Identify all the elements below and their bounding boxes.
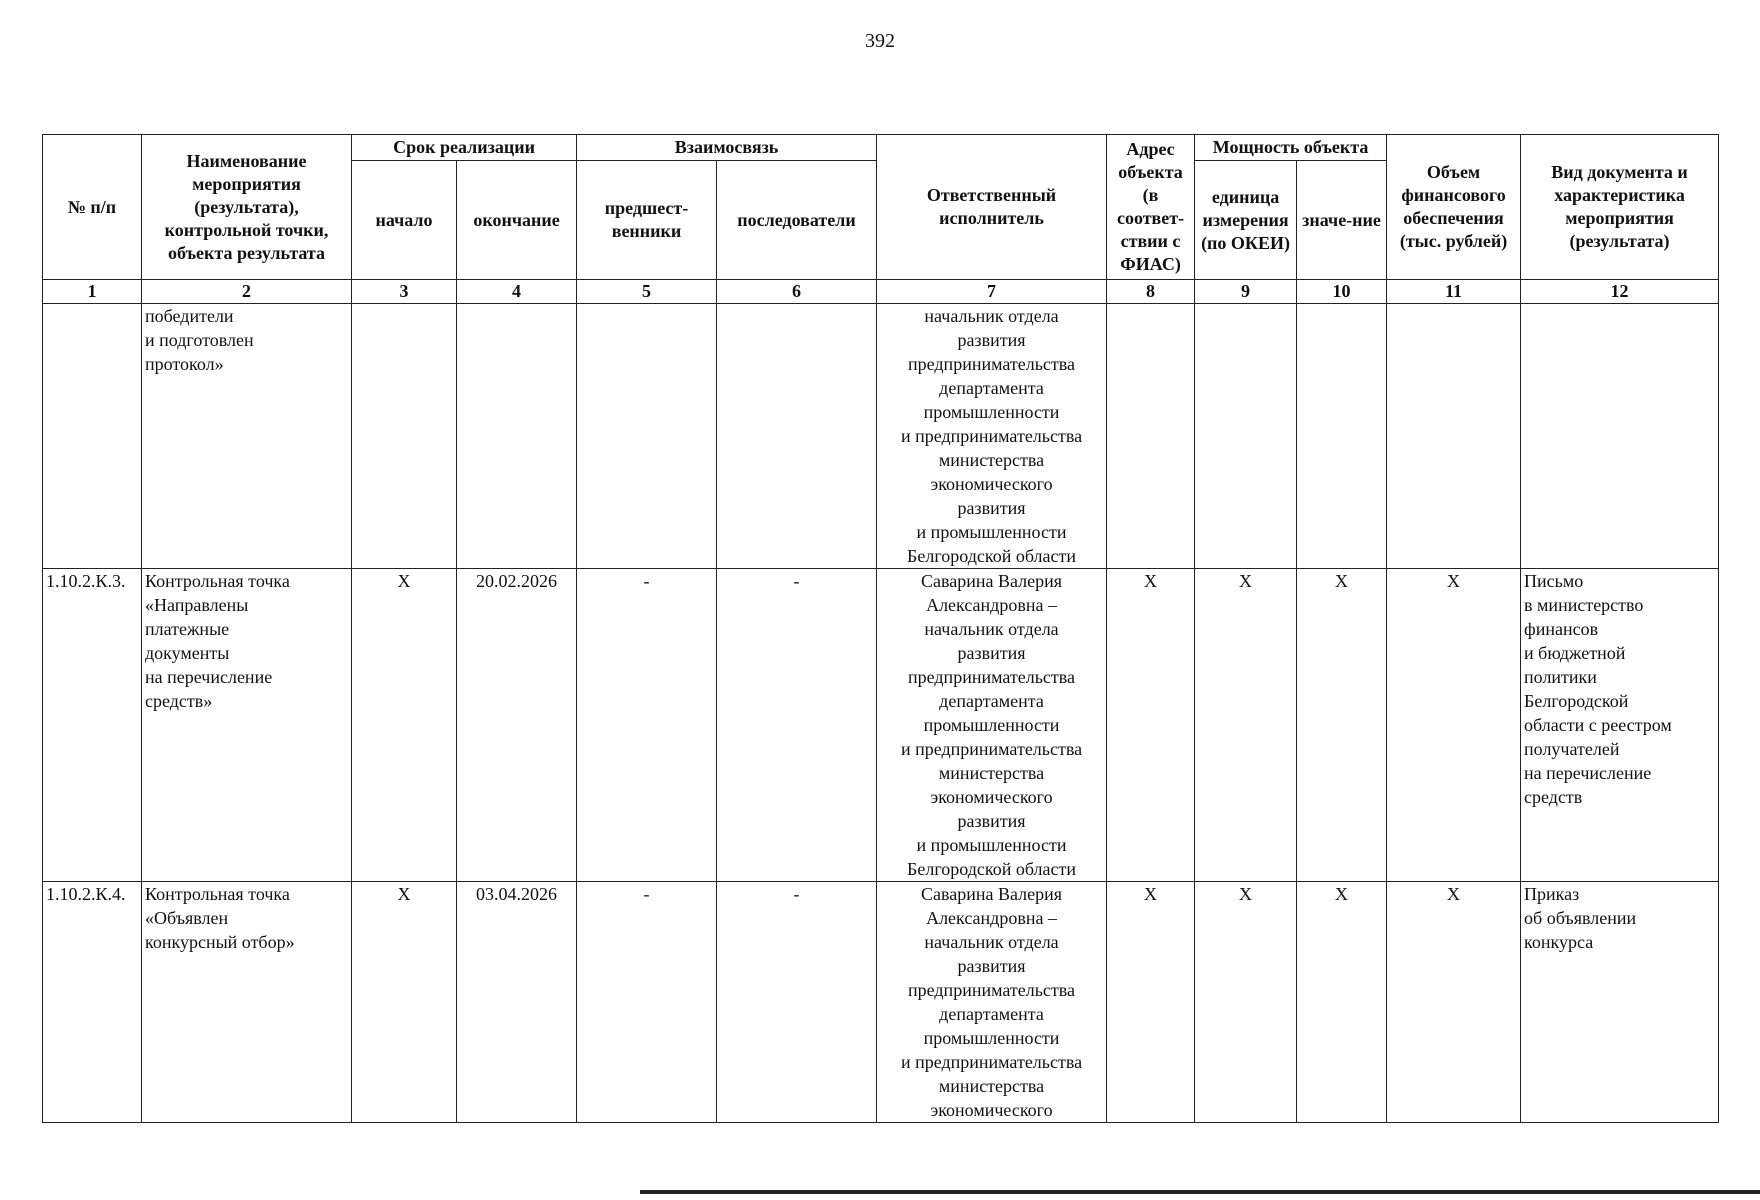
row-value-cell: Х xyxy=(1297,569,1387,882)
row-number-cell: 1.10.2.К.4. xyxy=(43,882,142,1123)
row-finance-cell xyxy=(1387,304,1521,569)
row-address-cell xyxy=(1107,304,1195,569)
row-finance-cell: Х xyxy=(1387,569,1521,882)
row-document-cell: Письмо в министерство финансов и бюджетной политики Белгородской области с реестром получателей на перечисление средств xyxy=(1521,569,1719,882)
table-row xyxy=(43,569,1719,882)
row-successors-cell: - xyxy=(717,569,877,882)
column-number: 11 xyxy=(1387,280,1521,304)
column-number: 5 xyxy=(577,280,717,304)
row-start-cell: Х xyxy=(352,882,457,1123)
column-number-row xyxy=(43,280,1719,304)
column-number: 10 xyxy=(1297,280,1387,304)
column-number: 4 xyxy=(457,280,577,304)
column-number: 8 xyxy=(1107,280,1195,304)
column-number: 12 xyxy=(1521,280,1719,304)
header-power-group: Мощность объекта xyxy=(1195,135,1387,161)
row-predecessors-cell xyxy=(577,304,717,569)
table-body xyxy=(43,304,1719,1123)
row-responsible-cell: Саварина Валерия Александровна – начальник отдела развития предпринимательства департамента промышленности и предпринимательства министерства экономического xyxy=(877,882,1107,1123)
row-start-cell xyxy=(352,304,457,569)
row-responsible-cell: начальник отдела развития предпринимательства департамента промышленности и предпринимательства министерства экономического развития и промышленности Белгородской области xyxy=(877,304,1107,569)
header-name: Наименование мероприятия (результата), контрольной точки, объекта результата xyxy=(142,135,352,280)
column-number: 7 xyxy=(877,280,1107,304)
row-end-cell: 20.02.2026 xyxy=(457,569,577,882)
header-term-group: Срок реализации xyxy=(352,135,577,161)
header-predecessors: предшест-венники xyxy=(577,161,717,280)
row-number-cell xyxy=(43,304,142,569)
row-name-cell: победители и подготовлен протокол» xyxy=(142,304,352,569)
column-number: 3 xyxy=(352,280,457,304)
row-predecessors-cell: - xyxy=(577,882,717,1123)
row-document-cell xyxy=(1521,304,1719,569)
row-start-cell: Х xyxy=(352,569,457,882)
row-value-cell: Х xyxy=(1297,882,1387,1123)
row-unit-cell: Х xyxy=(1195,882,1297,1123)
row-number-cell: 1.10.2.К.3. xyxy=(43,569,142,882)
activity-table xyxy=(42,134,1719,1123)
column-number: 2 xyxy=(142,280,352,304)
row-unit-cell: Х xyxy=(1195,569,1297,882)
header-value: значе-ние xyxy=(1297,161,1387,280)
row-unit-cell xyxy=(1195,304,1297,569)
table-row xyxy=(43,882,1719,1123)
header-unit: единица измерения (по ОКЕИ) xyxy=(1195,161,1297,280)
header-finance: Объем финансового обеспечения (тыс. рублей) xyxy=(1387,135,1521,280)
header-number: № п/п xyxy=(43,135,142,280)
header-address: Адрес объекта (в соответ-ствии с ФИАС) xyxy=(1107,135,1195,280)
header-successors: последователи xyxy=(717,161,877,280)
column-number: 1 xyxy=(43,280,142,304)
row-successors-cell xyxy=(717,304,877,569)
row-end-cell xyxy=(457,304,577,569)
scan-edge-line xyxy=(640,1190,1760,1194)
page-number: 392 xyxy=(865,30,895,52)
header-link-group: Взаимосвязь xyxy=(577,135,877,161)
row-address-cell: Х xyxy=(1107,569,1195,882)
row-document-cell: Приказ об объявлении конкурса xyxy=(1521,882,1719,1123)
header-document: Вид документа и характеристика мероприятия (результата) xyxy=(1521,135,1719,280)
row-predecessors-cell: - xyxy=(577,569,717,882)
row-name-cell: Контрольная точка «Объявлен конкурсный отбор» xyxy=(142,882,352,1123)
header-responsible: Ответственный исполнитель xyxy=(877,135,1107,280)
header-end: окончание xyxy=(457,161,577,280)
column-number: 9 xyxy=(1195,280,1297,304)
row-finance-cell: Х xyxy=(1387,882,1521,1123)
row-successors-cell: - xyxy=(717,882,877,1123)
header-start: начало xyxy=(352,161,457,280)
row-responsible-cell: Саварина Валерия Александровна – начальник отдела развития предпринимательства департамента промышленности и предпринимательства министерства экономического развития и промышленности Белгородской области xyxy=(877,569,1107,882)
row-name-cell: Контрольная точка «Направлены платежные документы на перечисление средств» xyxy=(142,569,352,882)
table-row xyxy=(43,304,1719,569)
row-value-cell xyxy=(1297,304,1387,569)
row-end-cell: 03.04.2026 xyxy=(457,882,577,1123)
row-address-cell: Х xyxy=(1107,882,1195,1123)
column-number: 6 xyxy=(717,280,877,304)
